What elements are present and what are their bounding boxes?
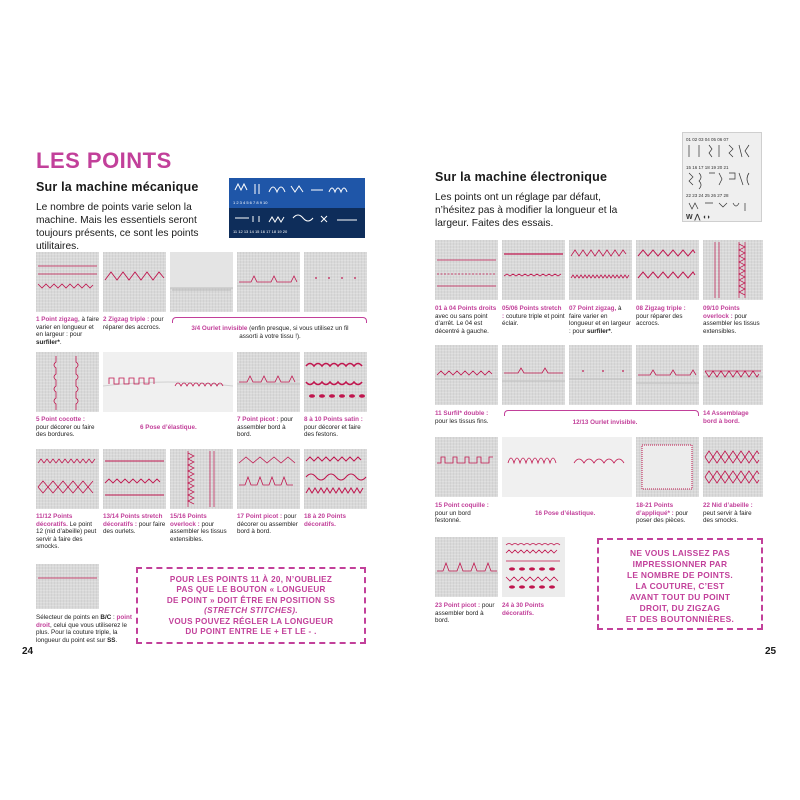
svg-text:22 23 24 25 26 27 28: 22 23 24 25 26 27 28 (686, 193, 729, 198)
caption-r-05-06: 05/06 Points stretch : couture triple et point éclair. (502, 305, 565, 328)
intro-electronic: Les points ont un réglage par défaut, n’hésitez pas à modifier la longueur et la largeur. Faites des essais. (435, 192, 618, 229)
stitch-sample-picot-17 (237, 449, 300, 509)
stitch-sample-straight (36, 252, 99, 312)
stitch-sample-satin (304, 352, 367, 412)
stitch-sample-blind-hem-3 (170, 252, 233, 312)
stitch-sample-edge-join-14 (703, 345, 763, 405)
caption-13-14: 13/14 Points stretch décoratifs : pour faire des ourlets. (103, 513, 166, 536)
stitch-sample-blind-hem-13b (636, 345, 699, 405)
stitch-sample-applique-18-21 (636, 437, 699, 497)
svg-text:15 16 17 18 19 20 21: 15 16 17 18 19 20 21 (686, 165, 729, 170)
stitch-sample-overcast-11 (435, 345, 498, 405)
caption-selector: Sélecteur de points en B/C : point droit, celui que vous utiliserez le plus. Pour la couture triple, la longueur du point est sur SS. (36, 614, 132, 644)
caption-15-16: 15/16 Points overlock : pour assembler les tissus extensibles. (170, 513, 227, 543)
stitch-sample-blind-hem-13 (569, 345, 632, 405)
caption-8: 8 à 10 Points satin : pour décorer et faire des festons. (304, 416, 363, 439)
caption-17: 17 Point picot : pour décorer ou assembler bord à bord. (237, 513, 298, 536)
right-page (400, 0, 800, 800)
stitch-sample-stretch-decorative (103, 449, 166, 509)
stitch-sample-straight-01-04 (435, 240, 498, 300)
caption-18-20: 18 à 20 Points décoratifs. (304, 513, 346, 528)
stitch-sample-stretch-05-06 (502, 240, 565, 300)
stitch-sample-cocotte (36, 352, 99, 412)
stitch-sample-elastic-16 (502, 437, 632, 497)
stitch-sample-blind-hem-12 (502, 345, 565, 405)
stitch-sample-zigzag-triple (103, 252, 166, 312)
stitch-sample-zigzag-07 (569, 240, 632, 300)
section-title-mechanical: Sur la machine mécanique (36, 180, 199, 194)
svg-text:11 12 13 14 15 16 17 18 19 20: 11 12 13 14 15 16 17 18 19 20 (233, 229, 288, 234)
svg-text:1 2 3 4 5 6 7 8 9 10: 1 2 3 4 5 6 7 8 9 10 (233, 200, 268, 205)
mechanical-stitch-selector-image (229, 178, 365, 238)
callout-dont-be-intimidated: NE VOUS LAISSEZ PAS IMPRESSIONNER PAR LE NOMBRE DE POINTS. LA COUTURE, C’EST AVANT TOUT DU POINT DROIT, DU ZIGZAG ET DES BOUTONNIÈRES. (597, 538, 763, 630)
stitch-sample-decorative-11-12 (36, 449, 99, 509)
stitch-sample-blind-hem-dots (304, 252, 367, 312)
caption-7: 7 Point picot : pour assembler bord à bord. (237, 416, 293, 439)
svg-text:01 02 03 04 05 06 07: 01 02 03 04 05 06 07 (686, 137, 729, 142)
caption-r-22: 22 Nid d’abeille : peut servir à faire des smocks. (703, 502, 753, 525)
stitch-sample-honeycomb-22 (703, 437, 763, 497)
intro-mechanical: Le nombre de points varie selon la machine. Mais les essentiels seront toujours présents, ce sont les points utilitaires. (36, 202, 199, 252)
caption-r-18-21: 18-21 Points d’appliqué* : pour poser des pièces. (636, 502, 689, 525)
caption-r-07: 07 Point zigzag, à faire varier en longueur et en largeur : pour surfiler*. (569, 305, 631, 335)
stitch-sample-overlock (170, 449, 233, 509)
caption-2: 2 Zigzag triple : pour réparer des accrocs. (103, 316, 164, 331)
stitch-sample-picot (237, 352, 300, 412)
stitch-sample-straight-bc (36, 564, 99, 609)
stitch-sample-decorative-24-30 (502, 537, 565, 597)
stitch-sample-overlock-09-10 (703, 240, 763, 300)
caption-r-23: 23 Point picot : pour assembler bord à bord. (435, 602, 495, 625)
caption-r-15: 15 Point coquille : pour un bord festonné. (435, 502, 489, 525)
caption-brace-3-4 (172, 317, 367, 323)
caption-r-24-30: 24 à 30 Points décoratifs. (502, 602, 544, 617)
caption-11-12: 11/12 Points décoratifs. Le point 12 (nid d’abeille) peut servir à faire des smocks. (36, 513, 97, 551)
caption-r-12-13: 12/13 Ourlet invisible. (572, 419, 638, 426)
caption-r-01-04: 01 à 04 Points droits avec ou sans point d’arrêt. Le 04 est décentré à gauche. (435, 305, 497, 335)
stitch-sample-zigzag-triple-08 (636, 240, 699, 300)
caption-5: 5 Point cocotte : pour décorer ou faire des bordures. (36, 416, 95, 439)
caption-r-11: 11 Surfil* double : pour les tissus fins. (435, 410, 489, 425)
caption-r-08: 08 Zigzag triple : pour réparer des accrocs. (636, 305, 686, 328)
page-number-left: 24 (22, 646, 34, 657)
stitch-sample-elastic (103, 352, 233, 412)
stitch-sample-picot-23 (435, 537, 498, 597)
caption-r-16: 16 Pose d’élastique. (535, 510, 596, 517)
page-title: LES POINTS (36, 148, 172, 173)
stitch-sample-blind-hem-4 (237, 252, 300, 312)
caption-6: 6 Pose d’élastique. (140, 424, 197, 431)
caption-r-14: 14 Assemblage bord à bord. (703, 410, 749, 425)
page-number-right: 25 (765, 646, 777, 657)
caption-r-09-10: 09/10 Points overlock : pour assembler les tissus extensibles. (703, 305, 760, 335)
electronic-stitch-chart-image (682, 132, 762, 222)
stitch-sample-decorative-18-20 (304, 449, 367, 509)
caption-3-4: 3/4 Ourlet invisible (enfin presque, si vous utilisez un fil assorti à votre tissu !). (191, 325, 349, 340)
caption-1: 1 Point zigzag, à faire varier en longueur et en largeur : pour surfiler*. (36, 316, 99, 346)
section-title-electronic: Sur la machine électronique (435, 170, 608, 184)
callout-stretch-stitches: POUR LES POINTS 11 À 20, N’OUBLIEZ PAS QUE LE BOUTON « LONGUEUR DE POINT » DOIT ÊTRE EN POSITION SS (STRETCH STITCHES). VOUS POUVEZ RÉGLER LA LONGUEUR DU POINT ENTRE LE + ET LE - . (136, 567, 366, 644)
caption-brace-12-13 (504, 410, 699, 416)
svg-text:W ⋀ ◖◗: W ⋀ ◖◗ (686, 214, 711, 221)
stitch-sample-shell-15 (435, 437, 498, 497)
